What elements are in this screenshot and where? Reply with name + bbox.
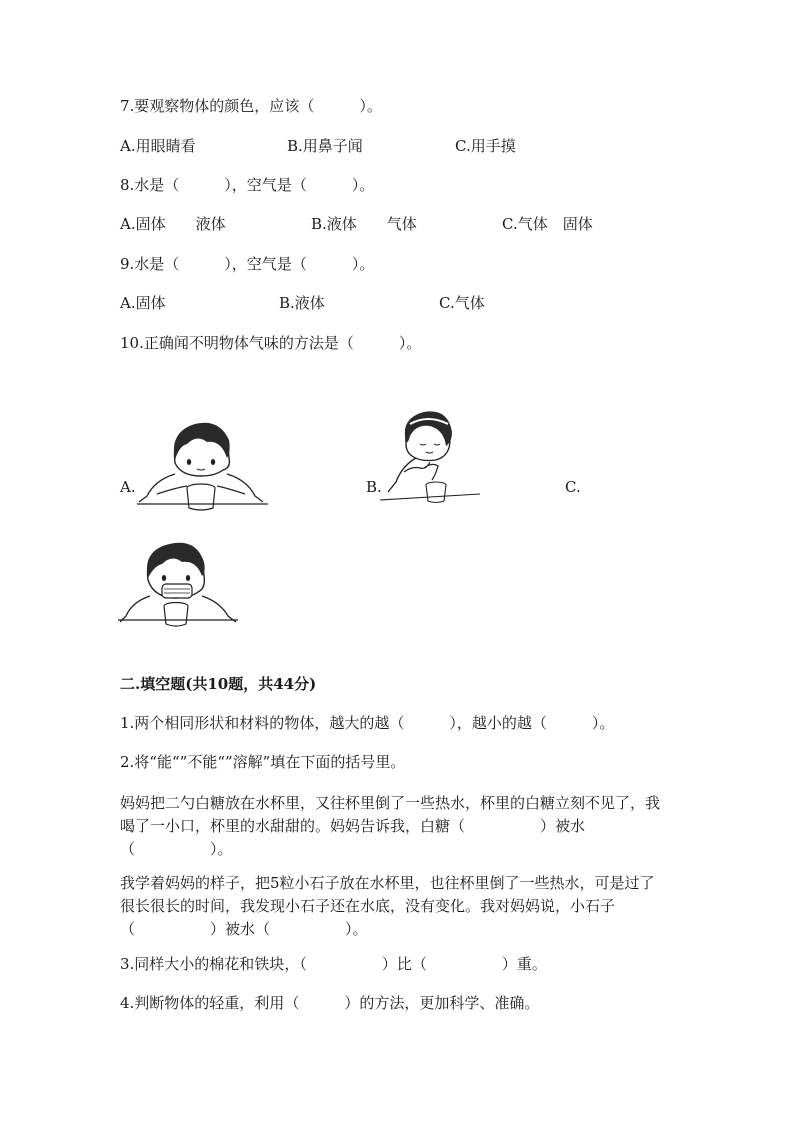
q9-option-c: C.气体 xyxy=(439,294,485,312)
f4-text: 4.判断物体的轻重，利用（ ）的方法，更加科学、准确。 xyxy=(120,994,540,1012)
q7-option-b: B.用鼻子闻 xyxy=(287,137,363,155)
f2-paragraph-1: 妈妈把二勺白糖放在水杯里，又往杯里倒了一些热水，杯里的白糖立刻不见了，我喝了一小口，杯里的水甜甜的。妈妈告诉我，白糖（ ）被水（ ）。 xyxy=(120,794,661,858)
q10-option-a: A. xyxy=(120,478,136,496)
q8-option-b: B.液体 气体 xyxy=(311,215,417,233)
boy-with-mask-illustration xyxy=(118,540,240,630)
q7-stem: 7.要观察物体的颜色，应该（ ）。 xyxy=(120,97,382,115)
q9-stem: 9.水是（ ），空气是（ ）。 xyxy=(120,255,375,273)
q8-stem: 8.水是（ ），空气是（ ）。 xyxy=(120,176,375,194)
q10-option-b: B. xyxy=(366,478,382,496)
q9-option-a: A.固体 xyxy=(120,294,166,312)
q10-option-c: C. xyxy=(565,478,581,496)
f2-stem: 2.将“能“”不能“”溶解”填在下面的括号里。 xyxy=(120,753,406,771)
section-heading: 二.填空题(共10题，共44分) xyxy=(120,675,317,693)
boy-smelling-cup-illustration xyxy=(135,418,270,514)
girl-wafting-cup-illustration xyxy=(380,410,485,506)
q10-stem: 10.正确闻不明物体气味的方法是（ ）。 xyxy=(120,334,422,352)
f1-text: 1.两个相同形状和材料的物体，越大的越（ ），越小的越（ ）。 xyxy=(120,714,615,732)
q8-option-a: A.固体 液体 xyxy=(120,215,226,233)
q7-option-c: C.用手摸 xyxy=(455,137,516,155)
q8-option-c: C.气体 固体 xyxy=(502,215,593,233)
f2-paragraph-2: 我学着妈妈的样子，把5粒小石子放在水杯里，也往杯里倒了一些热水，可是过了很长很长的时间，我发现小石子还在水底，没有变化。我对妈妈说，小石子（ ）被水（ ）。 xyxy=(120,874,655,938)
f3-text: 3.同样大小的棉花和铁块，（ ）比（ ）重。 xyxy=(120,955,547,973)
q9-option-b: B.液体 xyxy=(279,294,325,312)
q7-option-a: A.用眼睛看 xyxy=(120,137,196,155)
